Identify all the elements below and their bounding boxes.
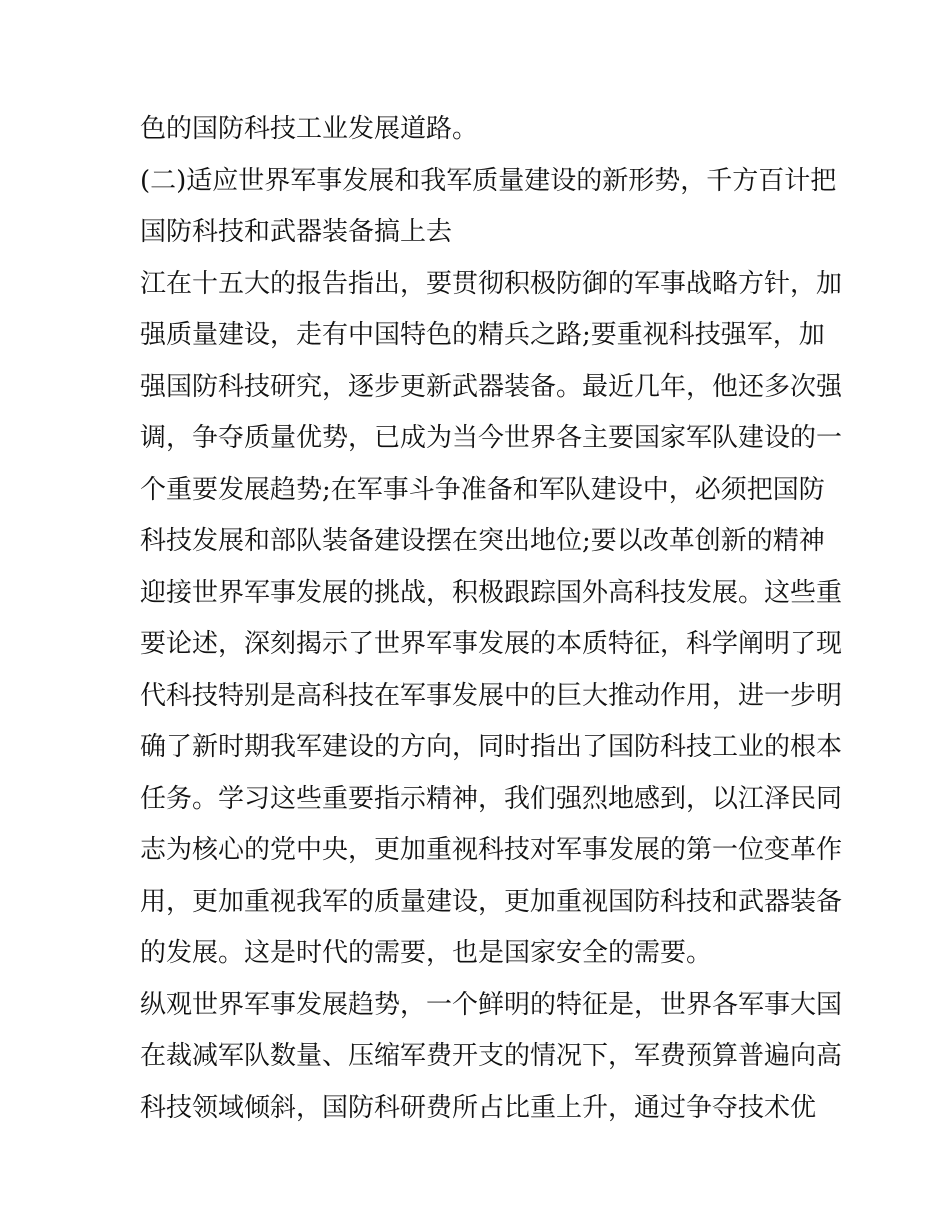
text-line: 科技领域倾斜，国防科研费所占比重上升，通过争夺技术优 [140,1092,817,1123]
text-line: 确了新时期我军建设的方向，同时指出了国防科技工业的根本 [140,732,843,762]
text-line: 个重要发展趋势;在军事斗争准备和军队建设中，必须把国防 [140,474,825,505]
text-line: 色的国防科技工业发展道路。 [140,114,479,144]
text-line: 强国防科技研究，逐步更新武器装备。最近几年，他还多次强 [140,371,843,402]
text-line: 调，争夺质量优势，已成为当今世界各主要国家军队建设的一 [140,423,843,453]
text-line: 要论述，深刻揭示了世界军事发展的本质特征，科学阐明了现 [140,629,843,659]
text-line: 代科技特别是高科技在军事发展中的巨大推动作用，进一步明 [140,680,843,711]
text-line: 志为核心的党中央，更加重视科技对军事发展的第一位变革作 [140,835,843,865]
text-line: 的发展。这是时代的需要，也是国家安全的需要。 [140,938,713,968]
section-heading-line: (二)适应世界军事发展和我军质量建设的新形势，千方百计把 [140,165,837,196]
document-body [140,104,843,1134]
section-heading-line: 国防科技和武器装备搞上去 [140,217,453,247]
text-line: 科技发展和部队装备建设摆在突出地位;要以改革创新的精神 [140,526,825,556]
text-line: 迎接世界军事发展的挑战，积极跟踪国外高科技发展。这些重 [140,577,843,608]
text-line: 强质量建设，走有中国特色的精兵之路;要重视科技强军，加 [140,320,825,350]
text-line: 任务。学习这些重要指示精神，我们强烈地感到，以江泽民同 [140,783,843,814]
text-line: 在裁减军队数量、压缩军费开支的情况下，军费预算普遍向高 [140,1041,843,1071]
text-line: 江在十五大的报告指出，要贯彻积极防御的军事战略方针，加 [140,268,843,299]
text-line: 用，更加重视我军的质量建设，更加重视国防科技和武器装备 [140,886,843,917]
text-line: 纵观世界军事发展趋势，一个鲜明的特征是，世界各军事大国 [140,989,843,1020]
